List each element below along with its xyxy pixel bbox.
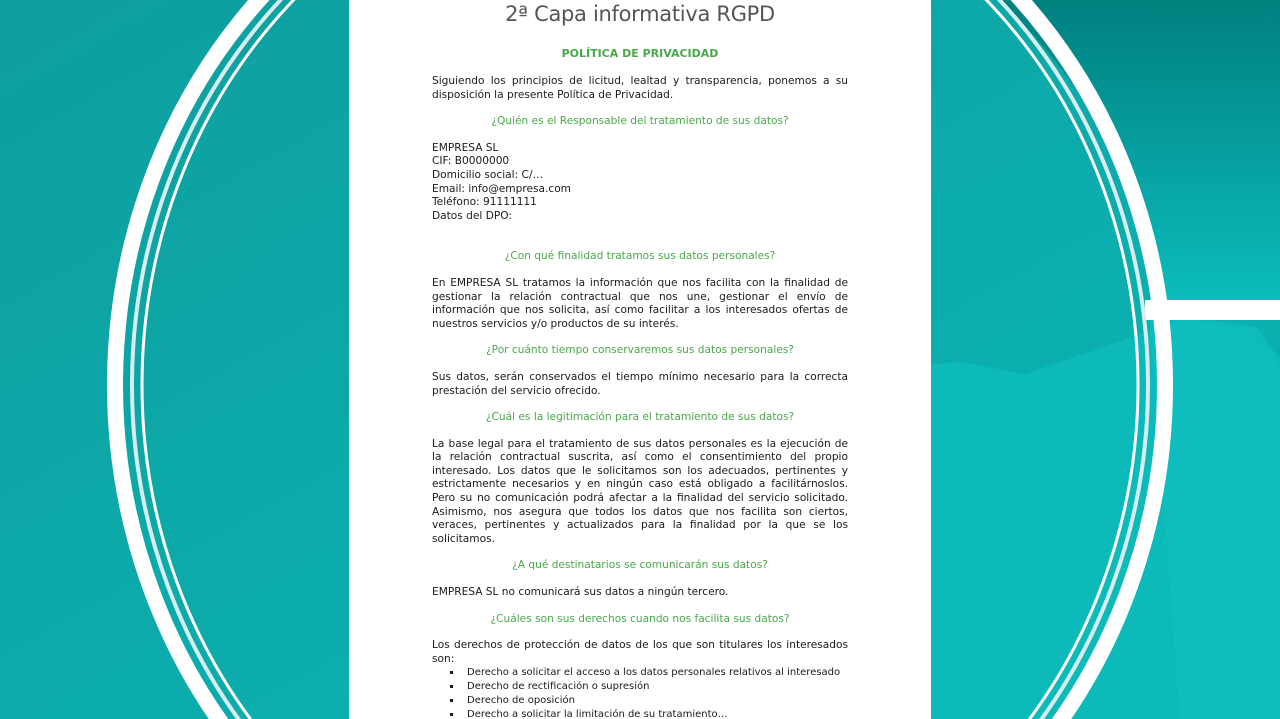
list-item: Derecho de rectificación o supresión	[450, 680, 848, 694]
policy-title: POLÍTICA DE PRIVACIDAD	[561, 47, 719, 60]
company-name: EMPRESA SL	[432, 141, 499, 154]
heading-responsible: ¿Quién es el Responsable del tratamiento de sus datos?	[491, 115, 789, 128]
company-cif: CIF: B0000000	[432, 155, 510, 168]
document-content	[432, 75, 848, 719]
document-title: 2ª Capa informativa RGPD	[505, 2, 775, 26]
heading-rights: ¿Cuáles son sus derechos cuando nos facilita sus datos?	[490, 612, 790, 625]
rights-list	[432, 666, 848, 719]
rights-paragraph: Los derechos de protección de datos de los que son titulares los interesados son:	[432, 639, 848, 665]
company-phone: Teléfono: 91111111	[432, 196, 537, 209]
recipients-paragraph: EMPRESA SL no comunicará sus datos a ningún tercero.	[432, 586, 729, 599]
document-page	[349, 0, 931, 719]
purpose-paragraph: En EMPRESA SL tratamos la información que nos facilita con la finalidad de gestionar la relación contractual que nos une, gestionar el envío de información que nos solicita, así como facilitar a los interesados ofertas de nuestros servicios y/o productos de su interés.	[432, 276, 848, 330]
heading-recipients: ¿A qué destinatarios se comunicarán sus datos?	[512, 559, 768, 572]
company-dpo: Datos del DPO:	[432, 209, 512, 222]
company-address: Domicilio social: C/…	[432, 168, 544, 181]
intro-paragraph: Siguiendo los principios de licitud, lealtad y transparencia, ponemos a su disposición la presente Política de Privacidad.	[432, 75, 848, 101]
heading-purpose: ¿Con qué finalidad tratamos sus datos personales?	[504, 250, 776, 263]
list-item: Derecho de oposición	[450, 694, 848, 708]
legitimacy-paragraph: La base legal para el tratamiento de sus datos personales es la ejecución de la relación contractual suscrita, así como el consentimiento del propio interesado. Los datos que le solicitamos son los adecuados, pertinentes y estrictamente necesarios y en ningún caso está obligado a facilitárnoslos. Pero su no comunicación podrá afectar a la finalidad del servicio solicitado. Asimismo, nos asegura que todos los datos que nos facilita son ciertos, veraces, pertinentes y actualizados para la finalidad por la que se los solicitamos.	[432, 437, 848, 545]
list-item: Derecho a solicitar la limitación de su tratamiento…	[450, 708, 848, 719]
retention-paragraph: Sus datos, serán conservados el tiempo mínimo necesario para la correcta prestación del servicio ofrecido.	[432, 370, 848, 397]
heading-retention: ¿Por cuánto tiempo conservaremos sus datos personales?	[486, 344, 794, 357]
heading-legitimacy: ¿Cuál es la legitimación para el tratamiento de sus datos?	[485, 411, 795, 424]
list-item: Derecho a solicitar el acceso a los datos personales relativos al interesado	[450, 666, 848, 680]
company-email: Email: info@empresa.com	[432, 182, 571, 195]
